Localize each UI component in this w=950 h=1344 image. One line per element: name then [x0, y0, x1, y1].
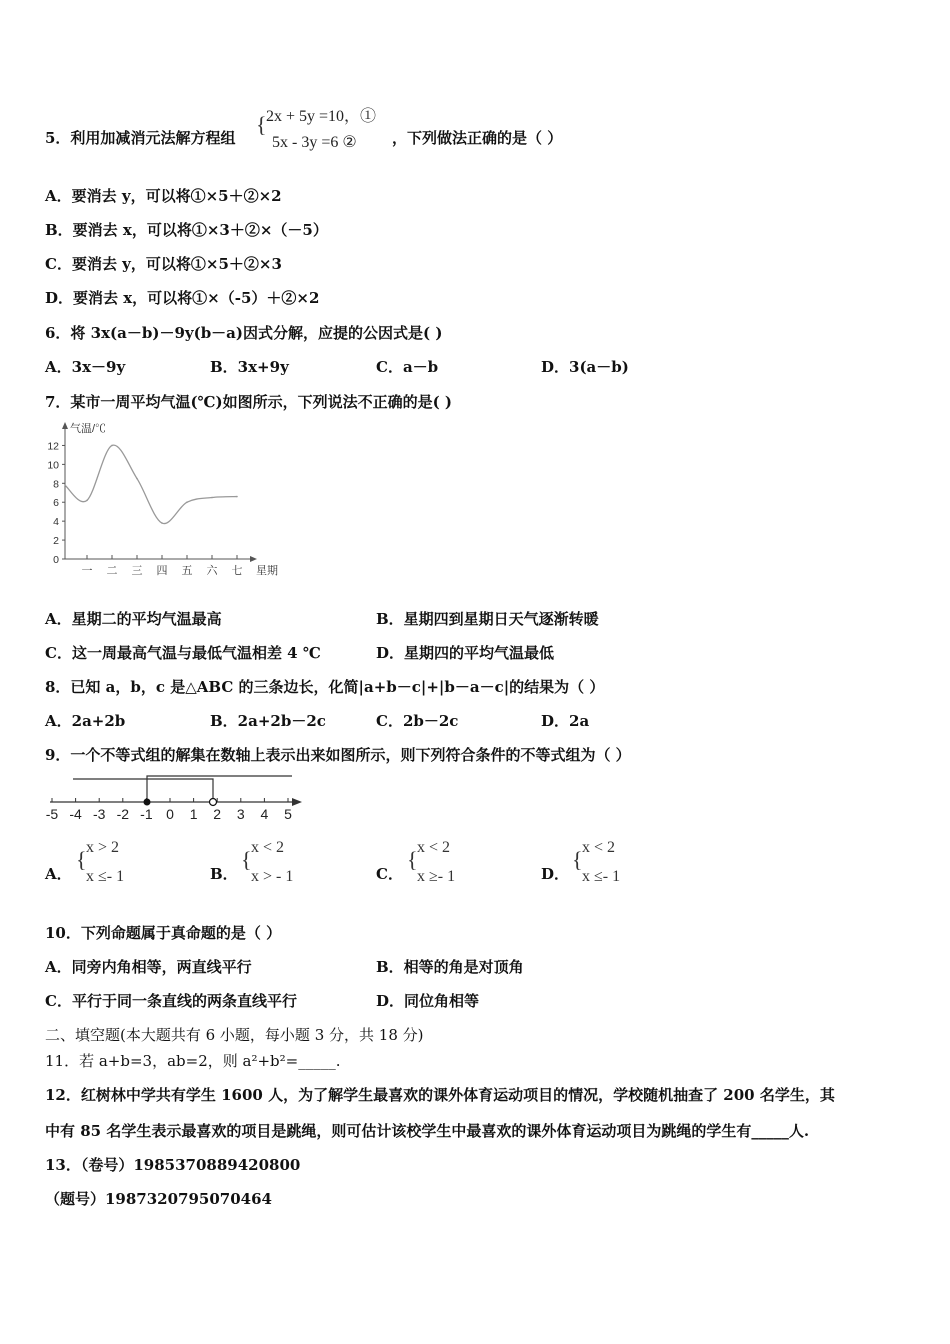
q13-question-id: （题号）1987320795070464 [45, 1190, 272, 1208]
q9-option-a-bottom: x ≤- 1 [86, 868, 125, 885]
number-line-label: -5 [45, 806, 59, 822]
chart-data-point [86, 500, 88, 502]
number-line-label: 0 [166, 806, 174, 822]
chart-data-point [111, 445, 113, 447]
q5-eq2: 5x - 3y =6 ② [272, 134, 357, 151]
q9-stem: 9．一个不等式组的解集在数轴上表示出来如图所示，则下列符合条件的不等式组为（ ） [45, 746, 631, 764]
chart-x-tick-label: 三 [131, 565, 143, 577]
open-point-two [210, 799, 217, 806]
q12-line1: 12．红树林中学共有学生 1600 人，为了解学生最喜欢的课外体育运动项目的情况，学校随机抽查了 200 名学生，其 [45, 1086, 835, 1104]
number-line-label: 4 [260, 806, 269, 822]
chart-x-tick-label: 四 [156, 565, 168, 577]
number-line-label: -1 [140, 806, 153, 822]
q9-option-d-brace: { [572, 847, 583, 872]
q10-option-b: B．相等的角是对顶角 [376, 958, 524, 976]
q10-option-d: D．同位角相等 [376, 992, 480, 1010]
q9-option-c-brace: { [407, 847, 418, 872]
system-brace: { [256, 112, 267, 137]
q9-option-a-top: x > 2 [86, 839, 120, 856]
q8-option-b: B．2a+2b－2c [210, 712, 326, 730]
number-line-label: -3 [92, 806, 106, 822]
chart-x-tick-label: 六 [206, 565, 218, 577]
section-heading: 二、填空题(本大题共有 6 小题，每小题 3 分，共 18 分) [45, 1026, 424, 1044]
q9-option-b-top: x < 2 [251, 839, 285, 856]
number-line-label: 5 [284, 806, 292, 822]
q9-option-d-label: D． [541, 865, 570, 883]
q5-option-a: A．要消去 y，可以将①×5＋②×2 [45, 187, 282, 205]
chart-x-tick-label: 五 [181, 565, 193, 577]
chart-y-tick-label: 8 [53, 478, 59, 491]
chart-y-tick-label: 12 [47, 440, 59, 453]
q9-option-a-brace: { [76, 847, 87, 872]
chart-y-tick-label: 0 [53, 554, 59, 566]
q9-option-c-top: x < 2 [417, 839, 451, 856]
q8-option-d: D．2a [541, 712, 590, 730]
q7-option-a: A．星期二的平均气温最高 [45, 610, 222, 628]
q10-option-c: C．平行于同一条直线的两条直线平行 [45, 992, 297, 1010]
q9-option-d-top: x < 2 [582, 839, 616, 856]
chart-data-point [136, 478, 138, 480]
q5-option-b: B．要消去 x，可以将①×3＋②×（－5） [45, 221, 328, 239]
number-line-label: -2 [116, 806, 130, 822]
chart-y-tick-label: 4 [53, 516, 59, 529]
chart-y-tick-label: 10 [47, 459, 59, 472]
q7-option-d: D．星期四的平均气温最低 [376, 644, 555, 662]
chart-y-tick-label: 6 [53, 497, 59, 510]
q9-option-b-brace: { [241, 847, 252, 872]
q9-option-d-bottom: x ≤- 1 [582, 868, 621, 885]
chart-y-axis-label: 气温/℃ [70, 423, 107, 435]
chart-data-point [236, 496, 238, 498]
q10-option-a: A．同旁内角相等，两直线平行 [45, 958, 252, 976]
q9-option-a-label: A． [45, 865, 72, 883]
q5-suffix: ，下列做法正确的是（ ） [392, 129, 563, 147]
chart-x-tick-label: 一 [81, 565, 93, 577]
temperature-chart [40, 418, 290, 583]
q9-option-b-label: B． [210, 865, 238, 883]
chart-data-point [161, 522, 163, 524]
chart-y-axis-arrow [62, 422, 68, 429]
number-line-label: -4 [69, 806, 82, 822]
q12-line2: 中有 85 名学生表示最喜欢的项目是跳绳，则可估计该校学生中最喜欢的课外体育运动项目为跳绳的学生有_____人. [45, 1122, 810, 1140]
chart-x-axis-label: 星期 [256, 565, 278, 577]
chart-x-tick-label: 七 [231, 565, 243, 577]
chart-data-point [186, 501, 188, 503]
q6-option-b: B．3x+9y [210, 358, 289, 376]
q8-option-a: A．2a+2b [45, 712, 126, 730]
q9-option-b-bottom: x > - 1 [251, 868, 294, 885]
q5-prefix: 5．利用加减消元法解方程组 [45, 129, 236, 147]
number-line-label: 2 [213, 806, 222, 822]
q8-option-c: C．2b－2c [376, 712, 459, 730]
q6-stem: 6．将 3x(a－b)－9y(b－a)因式分解，应提的公因式是( ) [45, 324, 443, 342]
q7-option-c: C．这一周最高气温与最低气温相差 4 ℃ [45, 644, 321, 662]
chart-data-point [211, 497, 213, 499]
q9-option-c-bottom: x ≥- 1 [417, 868, 456, 885]
q9-option-c-label: C． [376, 865, 403, 883]
q7-option-b: B．星期四到星期日天气逐渐转暖 [376, 610, 599, 628]
q6-option-a: A．3x－9y [45, 358, 126, 376]
chart-x-tick-label: 二 [106, 565, 118, 577]
chart-y-tick-label: 2 [53, 535, 59, 548]
q6-option-d: D．3(a－b) [541, 358, 629, 376]
closed-point-minus-one [144, 799, 151, 806]
number-line-label: 3 [236, 806, 245, 822]
q13-paper-id: 13．（卷号）1985370889420800 [45, 1156, 301, 1174]
q11-text: 11．若 a+b=3，ab=2，则 a²+b²=_____. [45, 1052, 341, 1070]
q8-stem: 8．已知 a，b，c 是△ABC 的三条边长，化简|a+b－c|+|b－a－c|的结果为（ ） [45, 678, 605, 696]
q5-eq1: 2x + 5y =10，① [266, 108, 377, 125]
q10-stem: 10．下列命题属于真命题的是（ ） [45, 924, 282, 942]
chart-x-axis-arrow [250, 556, 257, 562]
number-line-label: 1 [189, 806, 198, 822]
q5-option-c: C．要消去 y，可以将①×5＋②×3 [45, 255, 282, 273]
chart-series-line [65, 445, 237, 523]
number-line-figure [40, 772, 310, 827]
q6-option-c: C．a－b [376, 358, 439, 376]
q7-stem: 7．某市一周平均气温(℃)如图所示，下列说法不正确的是( ) [45, 393, 453, 411]
q5-option-d: D．要消去 x，可以将①×（-5）＋②×2 [45, 289, 320, 307]
